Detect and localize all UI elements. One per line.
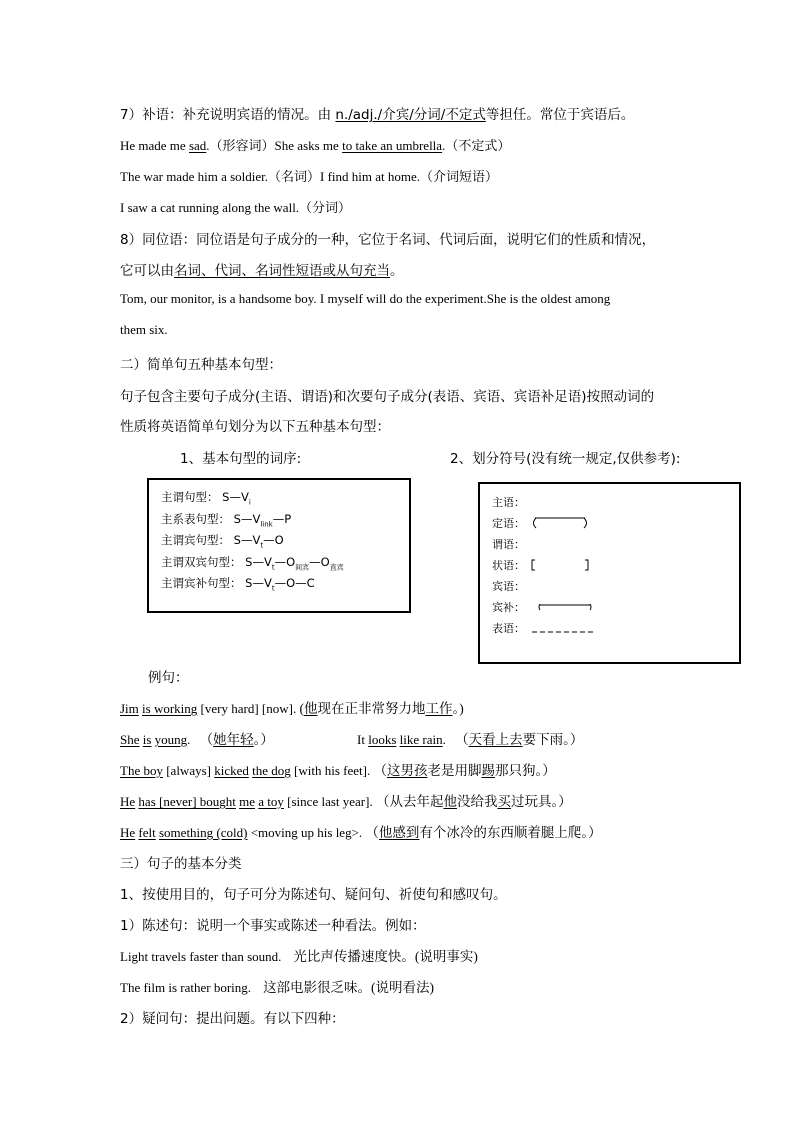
complement-title: 7）补语：补充说明宾语的情况。由 n./adj./介宾/分词/不定式等担任。常位于宾语后。 [120,107,635,123]
complement-example-1: He made me sad.（形容词）She asks me to take an umbrella.（不定式） [120,138,511,153]
appositive-example-2: them six. [120,322,168,337]
section-3-paragraph-1: 1、按使用目的，句子可分为陈述句、疑问句、祈使句和感叹句。 [120,887,507,903]
symbol-predicate: 谓语： [492,538,525,551]
symbol-subject: 主语： [492,496,525,509]
appositive-line-2: 它可以由名词、代词、名词性短语或从句充当。 [120,263,404,279]
complement-example-2: The war made him a soldier.（名词）I find him at home.（介词短语） [120,169,499,184]
section-2-paragraph-1: 句子包含主要句子成分(主语、谓语)和次要句子成分(表语、宾语、宾语补足语)按照动词的 [120,389,655,405]
example-1: Jim is working [very hard] [now]. (他现在正非常努力地工作。) [120,701,464,716]
declarative-example-1: Light travels faster than sound. 光比声传播速度快。(说明事实) [120,949,478,964]
appositive-example-1: Tom, our monitor, is a handsome boy. I myself will do the experiment.She is the oldest among [120,291,611,306]
symbol-complement: 宾补： [492,601,525,614]
pattern-svoc: 主谓宾补句型： $S—V_t—O—C$ [161,576,315,593]
pattern-svo: 主谓宾句型： $S—V_t—O$ [161,533,284,550]
declarative-heading: 1）陈述句：说明一个事实或陈述一种看法。例如： [120,918,426,934]
symbol-adverbial: 状语： [492,559,525,572]
attribute-parenthesis-symbol [530,516,590,530]
marking-symbols-box [478,482,741,664]
appositive-title: 8）同位语：同位语是句子成分的一种，它位于名词、代词后面，说明它们的性质和情况， [120,232,656,248]
symbol-predicative: 表语： [492,622,525,635]
adverbial-bracket-symbol [530,558,590,572]
pattern-svoo: 主谓双宾句型： $S—V_t—O_{间宾}—O_{直宾}$ [161,555,344,572]
interrogative-heading: 2）疑问句：提出问题。有以下四种： [120,1011,345,1027]
example-2b: It looks like rain. （天看上去要下雨。） [357,732,584,747]
predicative-dashed-symbol [530,624,600,636]
example-5: He felt something (cold) <moving up his leg>. （他感到有个冰冷的东西顺着腿上爬。） [120,825,602,840]
example-4: He has [never] bought me a toy [since last year]. （从去年起他没给我买过玩具。） [120,794,572,809]
symbols-heading: 2、划分符号(没有统一规定,仅供参考): [450,451,681,467]
sentence-patterns-box [147,478,411,613]
pattern-sv: 主谓句型： $S—V_i$ [161,490,251,507]
section-2-title: 二）简单句五种基本句型： [120,357,282,373]
declarative-example-2: The film is rather boring. 这部电影很乏味。(说明看法) [120,980,435,995]
section-3-title: 三）句子的基本分类 [120,856,242,872]
symbol-attribute: 定语： [492,517,525,530]
complement-example-3: I saw a cat running along the wall.（分词） [120,200,352,215]
section-2-paragraph-2: 性质将英语简单句划分为以下五种基本句型： [120,419,390,435]
example-2a: She is young. （她年轻。） [120,732,274,747]
examples-heading: 例句： [148,670,189,686]
symbol-object: 宾语： [492,580,525,593]
example-3: The boy [always] kicked the dog [with his feet]. （这男孩老是用脚踢那只狗。） [120,763,556,778]
pattern-svp: 主系表句型： $S—V_{link}—P$ [161,512,292,529]
complement-symbol [536,600,596,614]
word-order-heading: 1、基本句型的词序: [180,451,302,467]
